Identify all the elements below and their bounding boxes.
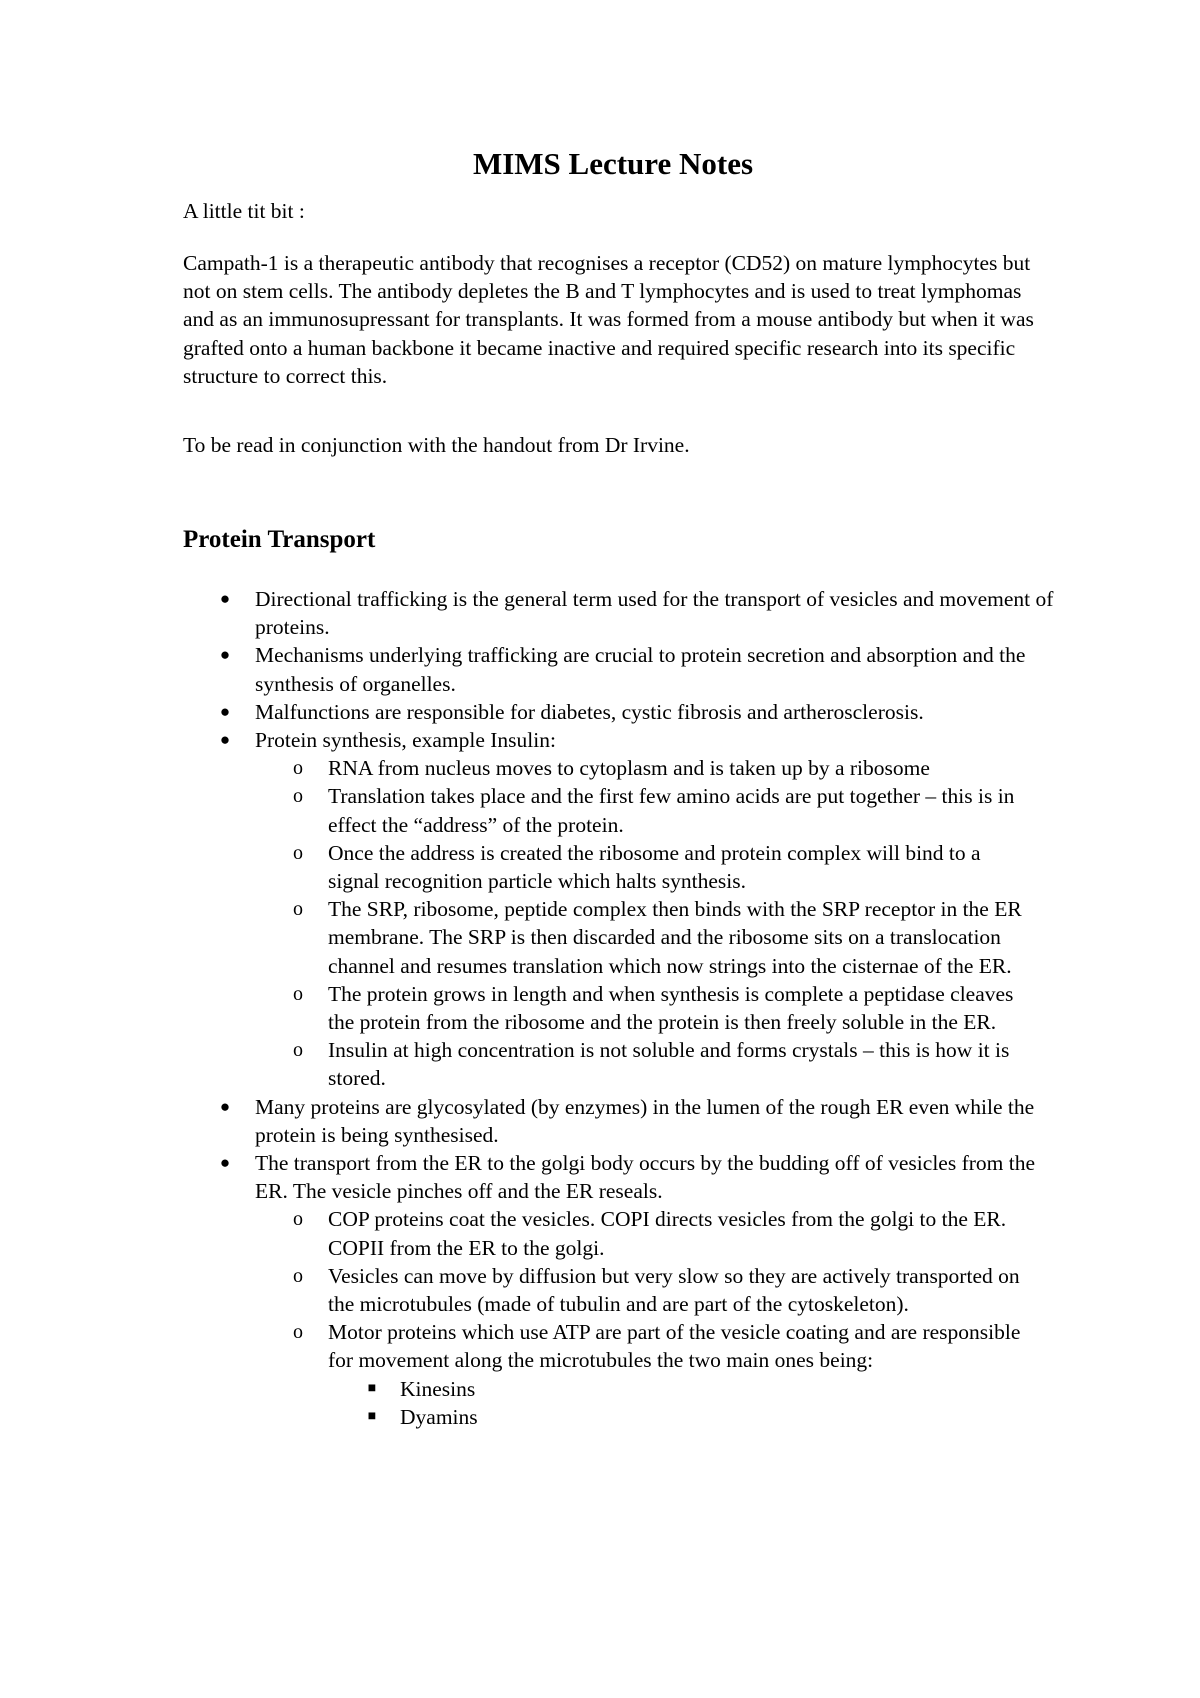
section-heading: Protein Transport — [183, 526, 376, 553]
circle-marker: o — [293, 982, 303, 1005]
sub-list-item — [183, 839, 1063, 895]
motor-protein-name: Kinesins — [400, 1376, 476, 1401]
campath-paragraph: Campath-1 is a therapeutic antibody that recognises a receptor (CD52) on mature lymphocytes but not on stem cells. The antibody depletes the B and T lymphocytes and is used to treat lymphomas and as an immunosupressant for transplants. It was formed from a mouse antibody but when it was grafted onto a human backbone it became inactive and required specific research into its specific structure to correct this. — [183, 251, 1034, 388]
sub-list-item — [183, 1262, 1063, 1318]
list-item-text: Malfunctions are responsible for diabetes, cystic fibrosis and artherosclerosis. — [255, 699, 924, 724]
bullet-marker: ● — [219, 1096, 231, 1116]
circle-marker: o — [293, 1208, 303, 1231]
circle-marker: o — [293, 757, 303, 780]
list-item-text: Protein synthesis, example Insulin: — [255, 728, 556, 753]
sub-list-item — [183, 1036, 1063, 1092]
list-item-text: Directional trafficking is the general term used for the transport of vesicles and movement of proteins. — [255, 587, 1054, 640]
circle-marker: o — [293, 898, 303, 921]
list-item — [183, 1149, 1063, 1205]
list-item-text: Mechanisms underlying trafficking are crucial to protein secretion and absorption and the synthesis of organelles. — [255, 643, 1026, 696]
list-item-text: Many proteins are glycosylated (by enzymes) in the lumen of the rough ER even while the protein is being synthesised. — [255, 1094, 1035, 1147]
list-item-text: The transport from the ER to the golgi body occurs by the budding off of vesicles from the ER. The vesicle pinches off and the ER reseals. — [255, 1151, 1036, 1204]
sub-list-item-text: COP proteins coat the vesicles. COPI directs vesicles from the golgi to the ER. COPII from the ER to the golgi. — [328, 1207, 1007, 1260]
list-item — [183, 641, 1063, 697]
bullet-marker: ● — [219, 1153, 231, 1173]
page-title: MIMS Lecture Notes — [472, 146, 754, 181]
sub-list-item — [183, 782, 1063, 838]
circle-marker: o — [293, 1264, 303, 1287]
sub-list-item-text: The SRP, ribosome, peptide complex then binds with the SRP receptor in the ER membrane. The SRP is then discarded and the ribosome sits on a translocation channel and resumes translation which now strings into the cisternae of the ER. — [328, 897, 1022, 978]
circle-marker: o — [293, 1321, 303, 1344]
list-item — [183, 726, 1063, 754]
sub-sub-list-item — [183, 1403, 1063, 1431]
sub-list-item-text: RNA from nucleus moves to cytoplasm and is taken up by a ribosome — [328, 756, 930, 781]
circle-marker: o — [293, 1039, 303, 1062]
bullet-marker: ● — [219, 589, 231, 608]
protein-transport-list — [183, 585, 1063, 1431]
sub-list-item-text: Once the address is created the ribosome and protein complex will bind to a signal recognition particle which halts synthesis. — [328, 840, 981, 894]
square-marker: ■ — [367, 1380, 377, 1396]
sub-list-item-text: Vesicles can move by diffusion but very slow so they are actively transported on the microtubules (made of tubulin and are part of the cytoskeleton). — [328, 1263, 1020, 1317]
intro-line: A little tit bit : — [183, 199, 305, 223]
sub-list-item — [183, 895, 1063, 980]
sub-list-item-text: Motor proteins which use ATP are part of the vesicle coating and are responsible for movement along the microtubules the two main ones being: — [328, 1320, 1021, 1373]
sub-list-item-text: The protein grows in length and when synthesis is complete a peptidase cleaves the protein from the ribosome and the protein is then freely soluble in the ER. — [328, 981, 1014, 1035]
circle-marker: o — [293, 841, 303, 864]
list-item — [183, 698, 1063, 726]
list-item — [183, 1093, 1063, 1149]
sub-list-item — [183, 980, 1063, 1036]
circle-marker: o — [293, 785, 303, 808]
handout-note: To be read in conjunction with the handout from Dr Irvine. — [183, 433, 690, 457]
motor-protein-name: Dyamins — [400, 1404, 478, 1429]
bullet-marker: ● — [219, 730, 231, 750]
sub-sub-list-item — [183, 1375, 1063, 1403]
list-item — [183, 585, 1063, 641]
sub-list-item — [183, 1205, 1063, 1261]
bullet-marker: ● — [219, 701, 231, 721]
sub-list-item-text: Translation takes place and the first few amino acids are put together – this is in effect the “address” of the protein. — [328, 784, 1015, 837]
sub-list-item — [183, 1318, 1063, 1374]
bullet-marker: ● — [219, 645, 231, 665]
square-marker: ■ — [367, 1408, 377, 1424]
sub-list-item — [183, 754, 1063, 782]
sub-list-item-text: Insulin at high concentration is not soluble and forms crystals – this is how it is stored. — [328, 1038, 1010, 1091]
